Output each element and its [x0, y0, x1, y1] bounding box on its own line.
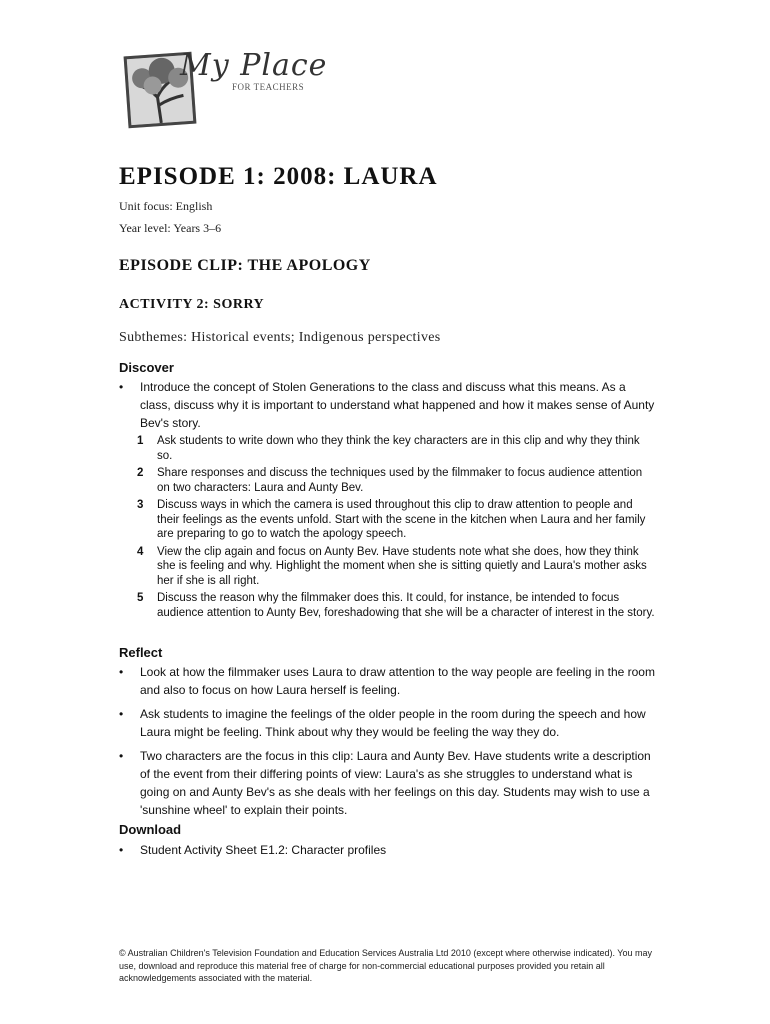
list-item-text: Two characters are the focus in this clip: Laura and Aunty Bev. Have students write a description of the event from their differing points of view: Laura's as she struggles to understand what is going on and Aunty Bev's as she deals with her feelings on this day. Students may wish to use a 'sunshine wheel' to explain their points. [140, 749, 651, 817]
bullet-icon: • [119, 707, 124, 721]
step-text: View the clip again and focus on Aunty Bev. Have students note what she does, how they think she is feeling and why. Highlight the moment when she is sitting quietly and Laura's mother asks her if she is all right. [157, 545, 647, 587]
year-level: Year level: Years 3–6 [119, 221, 222, 235]
download-heading: Download [119, 822, 182, 837]
list-item-text: Introduce the concept of Stolen Generations to the class and discuss what this means. As a class, discuss why it is important to understand what happened and how it makes sense of Aunty Bev's story. [140, 380, 655, 430]
bullet-icon: • [119, 843, 124, 857]
list-item [137, 498, 657, 542]
list-item-text: Look at how the filmmaker uses Laura to draw attention to the way people are feeling in the room and also to focus on how Laura herself is feeling. [140, 665, 655, 697]
logo-sub-text: FOR TEACHERS [232, 82, 305, 92]
list-item [137, 466, 657, 495]
download-list [119, 841, 659, 859]
list-item-text: Ask students to imagine the feelings of the older people in the room during the speech and how Laura might be feeling. Think about why they would be feeling the way they do. [140, 707, 646, 739]
reflect-heading: Reflect [119, 645, 163, 660]
step-number: 4 [137, 545, 144, 558]
list-item [119, 841, 659, 859]
my-place-logo [120, 46, 328, 141]
discover-heading: Discover [119, 360, 174, 375]
reflect-list [119, 663, 659, 819]
subthemes: Subthemes: Historical events; Indigenous perspectives [119, 330, 441, 345]
step-number: 2 [137, 467, 144, 479]
list-item [137, 591, 657, 620]
discover-list [119, 378, 659, 432]
list-item [119, 663, 659, 699]
list-item [119, 705, 659, 741]
list-item [119, 747, 659, 819]
step-text: Discuss the reason why the filmmaker does this. It could, for instance, be intended to focus audience attention to Aunty Bev, foreshadowing that she will be a character of interest in the story. [157, 592, 655, 619]
list-item [119, 378, 659, 432]
copyright-footer: © Australian Children's Television Foundation and Education Services Australia Ltd 2010 (except where otherwise indicated). You may use, download and reproduce this material free of charge for non-commercial educational purposes provided you retain all acknowledgements associated with the material. [119, 948, 652, 983]
episode-clip-title: EPISODE CLIP: THE APOLOGY [119, 257, 371, 274]
unit-focus: Unit focus: English [119, 199, 213, 213]
list-item [137, 545, 657, 589]
list-item [137, 434, 657, 463]
step-text: Ask students to write down who they think the key characters are in this clip and why they think so. [157, 435, 640, 462]
step-text: Discuss ways in which the camera is used throughout this clip to draw attention to people and their feelings as the events unfold. Start with the scene in the kitchen when Laura and her family are preparing to go to watch the apology speech. [157, 499, 646, 540]
activity-title: ACTIVITY 2: SORRY [119, 297, 265, 312]
bullet-icon: • [119, 380, 124, 394]
step-number: 5 [137, 592, 144, 604]
discover-steps [137, 434, 657, 620]
logo-script-text: My Place [180, 48, 328, 83]
step-number: 3 [137, 499, 144, 511]
bullet-icon: • [119, 749, 124, 763]
list-item-text: Student Activity Sheet E1.2: Character profiles [140, 843, 387, 857]
step-text: Share responses and discuss the techniques used by the filmmaker to focus audience attention on two characters: Laura and Aunty Bev. [157, 467, 643, 494]
bullet-icon: • [119, 665, 124, 679]
episode-title: EPISODE 1: 2008: LAURA [119, 163, 438, 190]
step-number: 1 [137, 435, 144, 447]
